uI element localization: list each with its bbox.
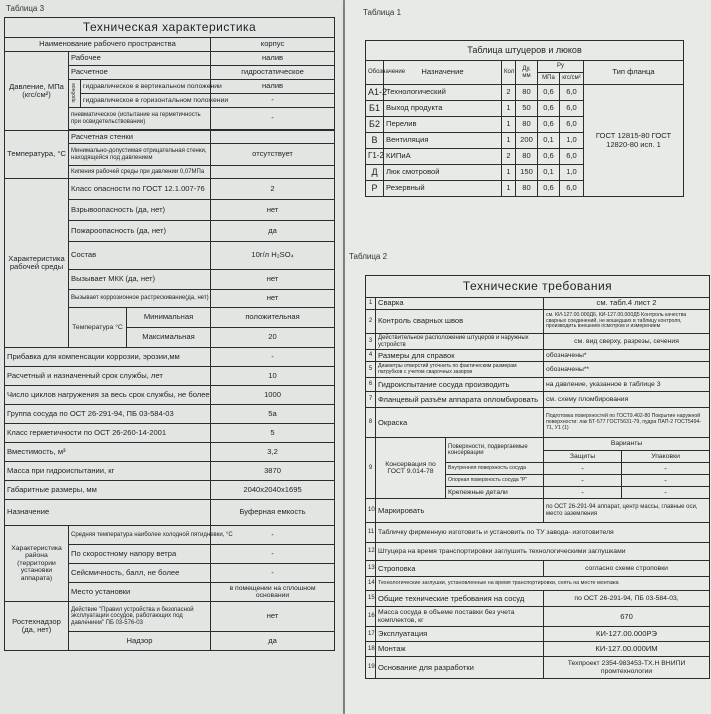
req-row: 16 Масса сосуда в объеме поставки без учета комплектов, кг 670 xyxy=(366,607,710,627)
col-py-mpa: МПа xyxy=(538,73,560,85)
req-row: 13 Строповка согласно схеме строповки xyxy=(366,561,710,577)
workspace-value: корпус xyxy=(211,38,335,52)
table-row: Б2 Перелив 1 80 0,6 6,0 xyxy=(366,117,684,133)
explosive-value: нет xyxy=(211,200,335,221)
pressure-working-label: Рабочее xyxy=(69,52,211,66)
rostekh-supervision-label: Надзор xyxy=(69,632,211,651)
medium-temp-label: Температура °С xyxy=(69,308,127,348)
req-row: 4 Размеры для справок обозначены* xyxy=(366,350,710,362)
conservation-number: 9 xyxy=(366,438,376,499)
req-row: 17 Эксплуатация КИ-127.00.000РЭ xyxy=(366,627,710,642)
req-row: 6 Гидроиспытание сосуда производить на давление, указанное в таблице 3 xyxy=(366,378,710,392)
rostekh-label: Ростехнадзор (да, нет) xyxy=(5,602,69,651)
table3 xyxy=(4,17,335,651)
table3-title: Техническая характеристика xyxy=(5,18,335,38)
req-row: 15 Общие технические требования на сосуд по ОСТ 26-291-94, ПБ 03-584-03, xyxy=(366,591,710,607)
col-flange: Тип фланца xyxy=(584,61,684,85)
temp-min-label: Минимально-допустимая отрицательная стенки, находящейся под давлением xyxy=(69,144,211,166)
medium-temp-min-label: Минимальная xyxy=(127,308,211,328)
rostekh-supervision-value: да xyxy=(211,632,335,651)
mkk-label: Вызывает МКК (да, нет) xyxy=(69,270,211,290)
temp-boiling-label: Кипения рабочей среды при давлении 0,07МПа xyxy=(69,166,211,179)
region-cold-label: Средняя температура наиболее холодной пятидневки, °С xyxy=(69,526,211,545)
pressure-label: Давление, МПа (кгс/см²) xyxy=(5,52,69,131)
table2-caption: Таблица 2 xyxy=(349,252,388,261)
req-row: 8 Окраска Подготовка поверхностей по ГОСТ9.402-80 Покрытие наружной поверхности: лак БТ-577 ГОСТ5631-79, пудра ПАП-2 ГОСТ5494-71, У1 (1) xyxy=(366,408,710,438)
req-row: 19 Основание для разработки Техпроект 2354-983453-ТХ.Н ВНИПИ промтехнологии xyxy=(366,657,710,679)
table2-title: Технические требования xyxy=(366,276,710,298)
fire-value: да xyxy=(211,221,335,242)
medium-temp-max-label: Максимальная xyxy=(127,328,211,348)
col-name: Назначение xyxy=(384,61,502,85)
medium-label: Характеристика рабочей среды xyxy=(5,179,69,348)
composition-label: Состав xyxy=(69,242,211,270)
pressure-test-group: пробное xyxy=(70,82,77,103)
pressure-design-label: Расчетное xyxy=(69,66,211,80)
corrosion-cracking-label: Вызывает коррозионное растрескивание(да, нет) xyxy=(69,290,211,308)
spec-row-label: Прибавка для компенсации коррозии, эрозии,мм xyxy=(5,348,211,367)
table2 xyxy=(365,275,710,679)
hazard-class-label: Класс опасности по ГОСТ 12.1.007-76 xyxy=(69,179,211,200)
conservation-variants-header: Варианты xyxy=(544,438,710,451)
flange-type: ГОСТ 12815-80 ГОСТ 12820-80 исп. 1 xyxy=(584,85,684,197)
table-row: А1-2 Технологический 2 80 0,6 6,0 ГОСТ 12815-80 ГОСТ 12820-80 исп. 1 xyxy=(366,85,684,101)
temp-wall-label: Расчетная стенки xyxy=(69,131,211,144)
req-row: 10 Маркировать по ОСТ 26-291-94 аппарат, центр массы, главные оси, место заземления xyxy=(366,499,710,523)
corrosion-cracking-value: нет xyxy=(211,290,335,308)
req-row: 14 Технологические заглушки, установленные на время транспортировки, снять на месте монтажа xyxy=(366,577,710,591)
spec-row-label: Вместимость, м³ xyxy=(5,443,211,462)
medium-temp-max-value: 20 xyxy=(211,328,335,348)
conservation-row: Опорная поверхность сосуда "Р" - - xyxy=(366,475,710,487)
col-dn: Ду, мм xyxy=(516,61,538,85)
table1 xyxy=(365,40,684,197)
hydro-horizontal-value: - xyxy=(211,94,335,108)
spec-row-value: 3870 xyxy=(211,462,335,481)
rostekh-rules-label: Действие "Правил устройства и безопасной эксплуатации сосудов, работающих под давлением" ПБ 03-576-03 xyxy=(69,602,211,632)
spec-row-label: Число циклов нагружения за весь срок службы, не более xyxy=(5,386,211,405)
region-seismic-label: Сейсмичность, балл, не более xyxy=(69,564,211,583)
spec-row-value: 5 xyxy=(211,424,335,443)
temp-min-value: отсутствует xyxy=(211,144,335,166)
spec-row-value: 3,2 xyxy=(211,443,335,462)
req-row: 12 Штуцера на время транспортировки заглушить технологическими заглушками xyxy=(366,543,710,561)
req-row: 3 Действительное расположение штуцеров и наружных устройств см. вид сверху, разрезы, сечения xyxy=(366,334,710,350)
req-row: 11 Табличку фирменную изготовить и установить по ТУ завода- изготовителя xyxy=(366,523,710,543)
req-row: 1 Сварка см. табл.4 лист 2 xyxy=(366,298,710,310)
region-location-label: Место установки xyxy=(69,583,211,602)
spec-row-label: Габаритные размеры, мм xyxy=(5,481,211,500)
hydro-horizontal-label: гидравлическое в горизонтальном положении xyxy=(81,94,211,108)
spec-row-label: Масса при гидроиспытании, кг xyxy=(5,462,211,481)
composition-value: 10г/л H₂SO₄ xyxy=(211,242,335,270)
mkk-value: нет xyxy=(211,270,335,290)
table-row: В Вентиляция 1 200 0,1 1,0 xyxy=(366,133,684,149)
table-row: Б1 Выход продукта 1 50 0,6 6,0 xyxy=(366,101,684,117)
conservation-row: Крепежные детали - - xyxy=(366,487,710,499)
temp-wall-value xyxy=(211,131,335,144)
hydro-vertical-value: налив xyxy=(211,80,335,94)
conservation-row: Внутренняя поверхность сосуда - - xyxy=(366,463,710,475)
col-py: Ру xyxy=(538,61,584,73)
spec-row-label: Группа сосуда по ОСТ 26-291-94, ПБ 03-584-03 xyxy=(5,405,211,424)
spec-row-label: Расчетный и назначенный срок службы, лет xyxy=(5,367,211,386)
region-location-value: в помещении на сплошном основании xyxy=(211,583,335,602)
conservation-protection-header: Защиты xyxy=(544,451,622,463)
table1-title: Таблица штуцеров и люков xyxy=(366,41,684,61)
explosive-label: Взрывоопасность (да, нет) xyxy=(69,200,211,221)
req-row: 7 Фланцевый разъём аппарата опломбировать см. схему пломбирования xyxy=(366,392,710,408)
pressure-design-value: гидростатическое xyxy=(211,66,335,80)
region-wind-value: - xyxy=(211,545,335,564)
col-designation: Обозначение xyxy=(366,61,384,85)
pressure-working-value: налив xyxy=(211,52,335,66)
pneumatic-value: - xyxy=(211,108,335,130)
table-row: Р Резервный 1 80 0,6 6,0 xyxy=(366,181,684,197)
spec-row-label: Назначение xyxy=(5,500,211,526)
fire-label: Пожароопасность (да, нет) xyxy=(69,221,211,242)
conservation-packaging-header: Упаковки xyxy=(622,451,710,463)
hydro-vertical-label: гидравлическое в вертикальном положении xyxy=(81,80,211,94)
region-label: Характеристика района (территории установки аппарата) xyxy=(5,526,69,602)
col-py-kgs: кгс/см² xyxy=(560,73,584,85)
workspace-label: Наименование рабочего пространства xyxy=(5,38,211,52)
spec-row-value: 5а xyxy=(211,405,335,424)
conservation-label: Консервация по ГОСТ 9.014-78 xyxy=(376,438,446,499)
rostekh-rules-value: нет xyxy=(211,602,335,632)
table3-caption: Таблица 3 xyxy=(6,4,45,13)
conservation-surfaces-header: Поверхности, подвергаемые консервации xyxy=(446,438,544,463)
req-row: 5 Диаметры отверстий уточнить по фактическим размерам патрубков с учетом сварочных зазоров обозначены** xyxy=(366,362,710,378)
spec-row-value: - xyxy=(211,348,335,367)
hazard-class-value: 2 xyxy=(211,179,335,200)
table-row: Г1-2 КИПиА 2 80 0,6 6,0 xyxy=(366,149,684,165)
region-seismic-value: - xyxy=(211,564,335,583)
spec-row-value: 2040х2040х1695 xyxy=(211,481,335,500)
temp-boiling-value xyxy=(211,166,335,179)
spec-row-value: Буферная емкость xyxy=(211,500,335,526)
req-row: 2 Контроль сварных швов см. КИ-127.00.000Д6, КИ-127.00.000Д5 Контроль качества сварных соединений, не вошедших в таблицу контроля, производить внешним осмотром и измерением xyxy=(366,310,710,334)
right-sheet xyxy=(345,0,711,714)
region-wind-label: По скоростному напору ветра xyxy=(69,545,211,564)
spec-row-label: Класс герметичности по ОСТ 26-260-14-2001 xyxy=(5,424,211,443)
spec-row-value: 1000 xyxy=(211,386,335,405)
left-sheet xyxy=(0,0,343,714)
medium-temp-min-value: положительная xyxy=(211,308,335,328)
req-row: 18 Монтаж КИ-127.00.000ИМ xyxy=(366,642,710,657)
spec-row-value: 10 xyxy=(211,367,335,386)
col-qty: Кол xyxy=(502,61,516,85)
table-row: Д Люк смотровой 1 150 0,1 1,0 xyxy=(366,165,684,181)
region-cold-value: - xyxy=(211,526,335,545)
temperature-label: Температура, °С xyxy=(5,131,69,179)
table1-caption: Таблица 1 xyxy=(363,8,402,17)
pneumatic-label: пневматическое (испытание на герметичность при освидетельствовании) xyxy=(69,108,211,130)
